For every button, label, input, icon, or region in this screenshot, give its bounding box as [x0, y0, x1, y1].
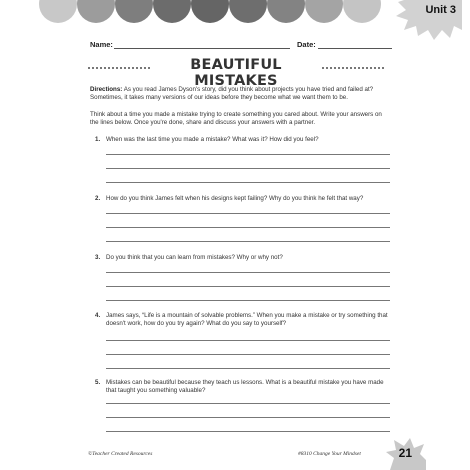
answer-line[interactable]	[106, 241, 390, 242]
date-label: Date:	[297, 40, 316, 49]
answer-line[interactable]	[106, 300, 390, 301]
answer-line[interactable]	[106, 417, 390, 418]
answer-line[interactable]	[106, 154, 390, 155]
answer-line[interactable]	[106, 168, 390, 169]
answer-line[interactable]	[106, 368, 390, 369]
question-2	[95, 195, 391, 203]
directions-label: Directions:	[90, 86, 123, 93]
answer-line[interactable]	[106, 340, 390, 341]
question-3	[95, 254, 391, 262]
answer-line[interactable]	[106, 403, 390, 404]
directions-text: As you read James Dyson's story, did you think about projects you have tried and failed at? Sometimes, it takes many versions of our ideas before they become what we want them to be.	[90, 86, 374, 102]
unit-label: Unit 3	[425, 4, 456, 16]
page-title: BEAUTIFUL MISTAKES	[190, 57, 282, 89]
question-5-text: Mistakes can be beautiful because they teach us lessons. What is a beautiful mistake you have made that taught you something valuable?	[106, 379, 384, 395]
title-dots-right	[322, 67, 384, 69]
question-5-number: 5.	[95, 379, 101, 386]
question-3-text: Do you think that you can learn from mistakes? Why or why not?	[106, 254, 283, 261]
name-line[interactable]	[114, 48, 290, 49]
question-2-number: 2.	[95, 195, 101, 202]
footer-copyright: ©Teacher Created Resources	[88, 451, 153, 457]
answer-line[interactable]	[106, 182, 390, 183]
answer-line[interactable]	[106, 286, 390, 287]
question-3-number: 3.	[95, 254, 101, 261]
question-4-number: 4.	[95, 312, 101, 319]
name-label: Name:	[90, 40, 113, 49]
question-4-text: James says, “Life is a mountain of solvable problems.” When you make a mistake or try something that doesn't work, how do you try again? What do you say to yourself?	[106, 312, 388, 328]
question-4	[95, 312, 391, 328]
question-1-number: 1.	[95, 136, 101, 143]
title-dots-left	[88, 67, 150, 69]
date-line[interactable]	[318, 48, 392, 49]
answer-line[interactable]	[106, 354, 390, 355]
answer-line[interactable]	[106, 272, 390, 273]
instructions-paragraph: Think about a time you made a mistake trying to create something you cared about. Write your answers on the lines below. Once you're done, share and discuss your answers with a partner.	[90, 111, 382, 127]
page-number: 21	[398, 446, 412, 460]
footer-book-title: #8310 Change Your Mindset	[298, 451, 361, 457]
directions-paragraph	[90, 86, 390, 102]
question-1	[95, 136, 391, 144]
answer-line[interactable]	[106, 227, 390, 228]
answer-line[interactable]	[106, 213, 390, 214]
answer-line[interactable]	[106, 431, 390, 432]
title-banner	[86, 57, 386, 89]
question-5	[95, 379, 391, 395]
question-2-text: How do you think James felt when his designs kept failing? Why do you think he felt that way?	[106, 195, 364, 202]
question-1-text: When was the last time you made a mistake? What was it? How did you feel?	[106, 136, 319, 143]
